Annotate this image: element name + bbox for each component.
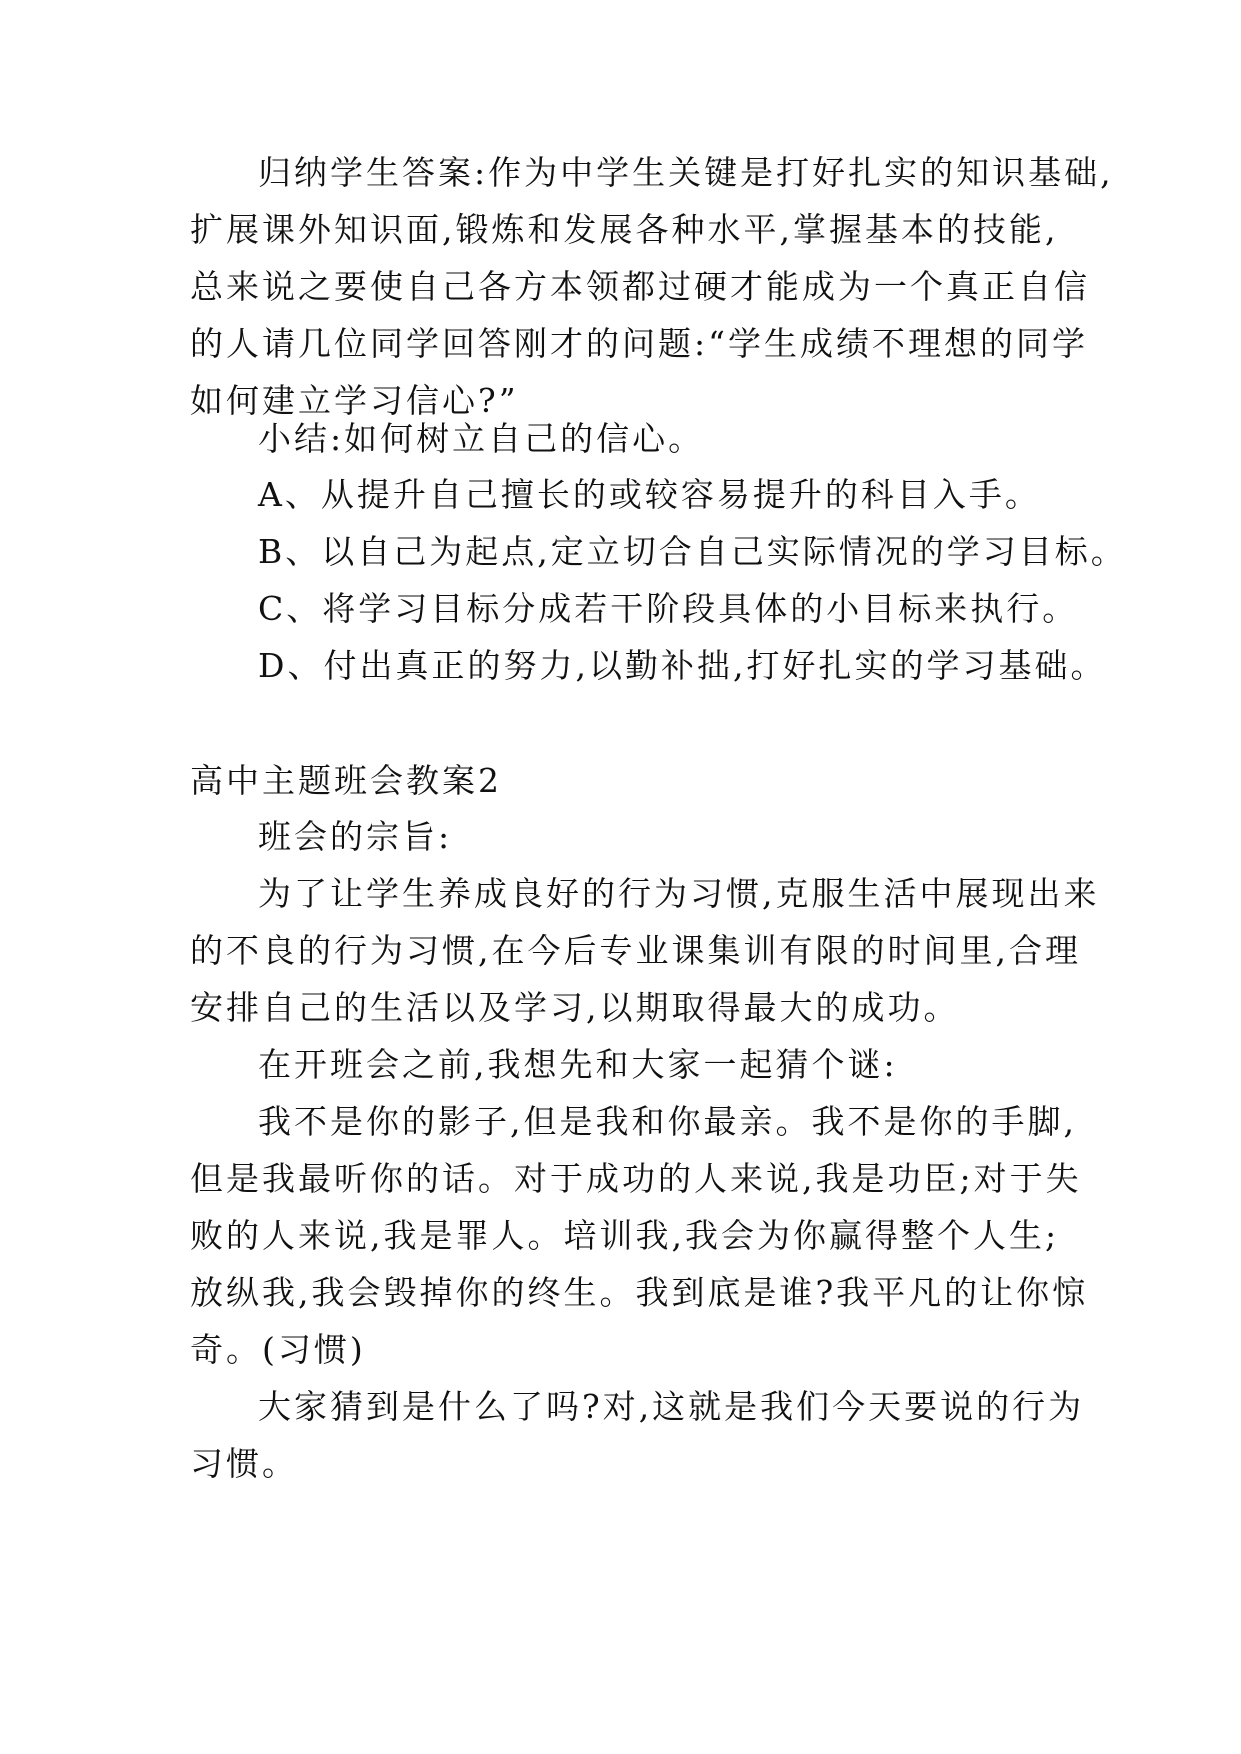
text-line: 安排自己的生活以及学习,以期取得最大的成功。: [190, 988, 960, 1027]
list-item-c: C、将学习目标分成若干阶段具体的小目标来执行。: [258, 589, 1079, 628]
text-line: 的人请几位同学回答刚才的问题:“学生成绩不理想的同学: [190, 324, 1088, 363]
purpose-paragraph: [190, 865, 1100, 1036]
text-line: 放纵我,我会毁掉你的终生。我到底是谁?我平凡的让你惊: [190, 1273, 1089, 1312]
text-line: 奇。(习惯): [190, 1330, 366, 1369]
text-line: 但是我最听你的话。对于成功的人来说,我是功臣;对于失: [190, 1159, 1082, 1198]
summary-paragraph: [190, 144, 1114, 429]
conclusion-title: 小结:如何树立自己的信心。: [258, 419, 705, 458]
text-line: 如何建立学习信心?”: [190, 381, 519, 420]
list-item-b: B、以自己为起点,定立切合自己实际情况的学习目标。: [258, 532, 1127, 571]
list-item-d: D、付出真正的努力,以勤补拙,打好扎实的学习基础。: [258, 646, 1107, 685]
text-line: 归纳学生答案:作为中学生关键是打好扎实的知识基础,: [258, 153, 1114, 192]
section-heading: 高中主题班会教案2: [190, 761, 502, 800]
riddle-paragraph: [190, 1093, 1089, 1378]
text-line: 我不是你的影子,但是我和你最亲。我不是你的手脚,: [258, 1102, 1077, 1141]
list-item-a: A、从提升自己擅长的或较容易提升的科目入手。: [258, 475, 1041, 514]
text-line: 扩展课外知识面,锻炼和发展各种水平,掌握基本的技能,: [190, 210, 1059, 249]
text-line: 大家猜到是什么了吗?对,这就是我们今天要说的行为: [258, 1387, 1085, 1426]
text-line: 总来说之要使自己各方本领都过硬才能成为一个真正自信: [190, 267, 1090, 306]
text-line: 的不良的行为习惯,在今后专业课集训有限的时间里,合理: [190, 931, 1081, 970]
text-line: 为了让学生养成良好的行为习惯,克服生活中展现出来: [258, 874, 1100, 913]
text-line: 习惯。: [190, 1444, 298, 1483]
purpose-label: 班会的宗旨:: [258, 817, 453, 856]
text-line: 败的人来说,我是罪人。培训我,我会为你赢得整个人生;: [190, 1216, 1060, 1255]
riddle-intro: 在开班会之前,我想先和大家一起猜个谜:: [258, 1045, 898, 1084]
answer-paragraph: [190, 1378, 1085, 1492]
